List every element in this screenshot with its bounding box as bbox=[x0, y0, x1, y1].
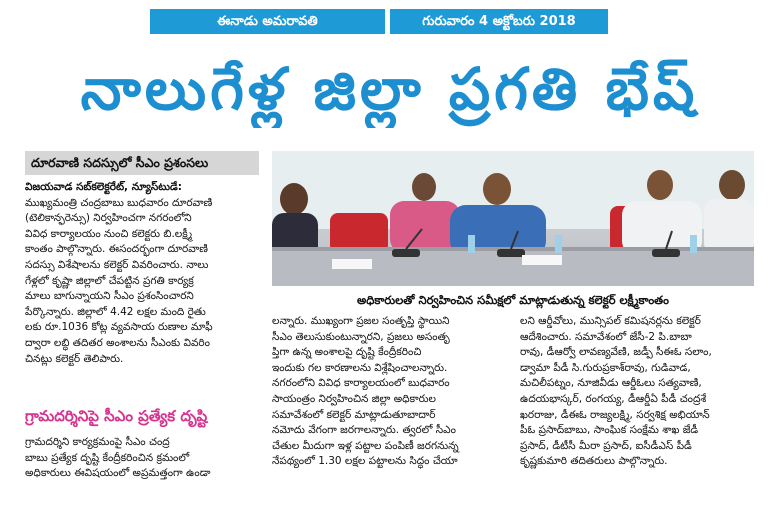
text-line: నేపథ్యంలో 1.30 లక్షల పట్టాలను సిద్ధం చేయా bbox=[272, 455, 458, 468]
text-line: సదస్సు విశేషాలను కలెక్టర్‌ వివరించారు. నాలు bbox=[25, 258, 209, 271]
text-line: రావు, డీఆర్వో లావణ్యవేణి, జడ్పీ సీఈఓ సలాం, bbox=[520, 346, 712, 359]
text-line: కాంతం పాల్గొన్నారు. ఈసందర్భంగా దూరవాణి bbox=[25, 243, 208, 256]
text-line: డ్వామా పీడీ సి.గురుప్రకాశ్‌రావు, గుడివాడ, bbox=[520, 361, 691, 374]
text-line: గ్రామదర్శిని కార్యక్రమంపై సీఎం చంద్ర bbox=[25, 436, 170, 448]
text-line: అధికారులు ఈవిషయంలో అప్రమత్తంగా ఉండా bbox=[25, 467, 211, 480]
text-line: మాలు బాగున్నాయని సీఎం ప్రశంసించారని bbox=[25, 290, 194, 303]
text-line: (టెలికాన్ఫరెన్సు) నిర్వహించగా నగరంలోని bbox=[25, 212, 192, 225]
text-line: సాయంత్రం నిర్వహించిన జిల్లా అధికారుల bbox=[272, 392, 436, 405]
text-line: లని ఆర్డీవోలు, మున్సిపల్‌ కమిషనర్లను కలెక్టర్‌ bbox=[520, 315, 701, 327]
text-line: చేతుల మీదుగా ఇళ్ల పట్టాల పంపిణీ జరగనున్న bbox=[272, 439, 459, 452]
text-line: సీఎం తెలుసుకుంటున్నారని, ప్రజలు అసంతృ bbox=[272, 330, 450, 343]
masthead-edition: ఈనాడు అమరావతి bbox=[150, 9, 385, 34]
text-line: ముఖ్యమంత్రి చంద్రబాబు బుధవారం దూరవాణి bbox=[25, 196, 213, 209]
text-line: పేర్కొన్నారు. జిల్లాలో 4.42 లక్షల మంది రైతు bbox=[25, 305, 206, 318]
article-headline: నాలుగేళ్ల జిల్లా ప్రగతి భేష్ bbox=[80, 55, 699, 123]
article-column-1-continued bbox=[25, 435, 265, 499]
article-column-3 bbox=[520, 314, 760, 504]
text-line: ఇందుకు గల కారణాలను విశ్లేషించాలన్నారు. bbox=[272, 361, 448, 374]
subheading-gramadarshini: గ్రామదర్శినిపై సీఎం ప్రత్యేక దృష్టి bbox=[25, 407, 208, 425]
meeting-photo-illustration bbox=[272, 151, 754, 286]
article-column-1 bbox=[25, 180, 265, 410]
photo-caption: అధికారులతో నిర్వహించిన సమీక్షలో మాట్లాడుతున్న కలెక్టర్‌ లక్ష్మీకాంతం bbox=[357, 293, 669, 307]
text-line: మచిలీపట్నం, నూజివీడు ఆర్డీఓలు సత్యవాణి, bbox=[520, 377, 702, 390]
text-line: ఉదయభాస్కర్‌, రంగయ్య, డీఆర్డీఏ పీడీ చంద్రశే bbox=[520, 392, 707, 405]
text-line: ద్వారా లబ్ధి తదితర అంశాలను సీఎంకు వివరిం bbox=[25, 336, 210, 349]
text-line: ప్తిగా ఉన్న అంశాలపై దృష్టి కేంద్రీకరించి bbox=[272, 346, 422, 359]
text-line: బాబు ప్రత్యేక దృష్టి కేంద్రీకరించిన క్రమంలో bbox=[25, 451, 190, 464]
dateline: విజయవాడ సబ్‌కలెక్టరేట్‌, న్యూస్‌టుడే: bbox=[25, 181, 182, 193]
masthead-date: గురువారం 4 అక్టోబరు 2018 bbox=[390, 9, 608, 34]
text-line: చినట్లు కలెక్టర్‌ తెలిపారు. bbox=[25, 352, 124, 365]
text-line: వివిధ కార్యాలయం నుంచి కలెక్టరు బి.లక్ష్మీ bbox=[25, 227, 193, 240]
text-line: సమావేశంలో కలెక్టర్‌ మాట్లాడుతూబాదార్‌ bbox=[272, 408, 436, 421]
text-line: కృష్ణకుమారి తదితరులు పాల్గొన్నారు. bbox=[520, 455, 668, 468]
meeting-photo bbox=[272, 151, 754, 286]
text-line: ఆదేశించారు. సమావేశంలో జేసీ-2 పి.బాబా bbox=[520, 330, 692, 343]
article-column-2 bbox=[272, 314, 512, 504]
text-line: లన్నారు. ముఖ్యంగా ప్రజల సంతృప్తి స్థాయిని bbox=[272, 315, 450, 327]
text-line: ప్రసాద్‌, డీటీసీ మీరా ప్రసాద్‌, ఐసీడీఎస్‌ పీడీ bbox=[520, 439, 692, 452]
text-line: లకు రూ.1036 కోట్ల వ్యవసాయ రుణాల మాఫీ bbox=[25, 321, 213, 334]
text-line: నమోదు వేగంగా జరగాలన్నారు. త్వరలో సీఎం bbox=[272, 424, 456, 437]
subheading-teleconference: దూరవాణి సదస్సులో సీఎం ప్రశంసలు bbox=[25, 151, 259, 175]
text-line: ఖరరాజు, డీఈఓ రాజ్యలక్ష్మి, సర్వశిక్ష అభియాన్‌ bbox=[520, 408, 710, 421]
text-line: నగరంలోని వివిధ కార్యాలయంలో బుధవారం bbox=[272, 377, 450, 390]
text-line: గేళ్లలో కృష్ణా జిల్లాలో చేపట్టిన ప్రగతి కార్యక్ర bbox=[25, 274, 194, 287]
text-line: పీఓ ప్రసాద్‌బాబు, సాంఘిక సంక్షేమ శాఖ జేడీ bbox=[520, 424, 699, 437]
